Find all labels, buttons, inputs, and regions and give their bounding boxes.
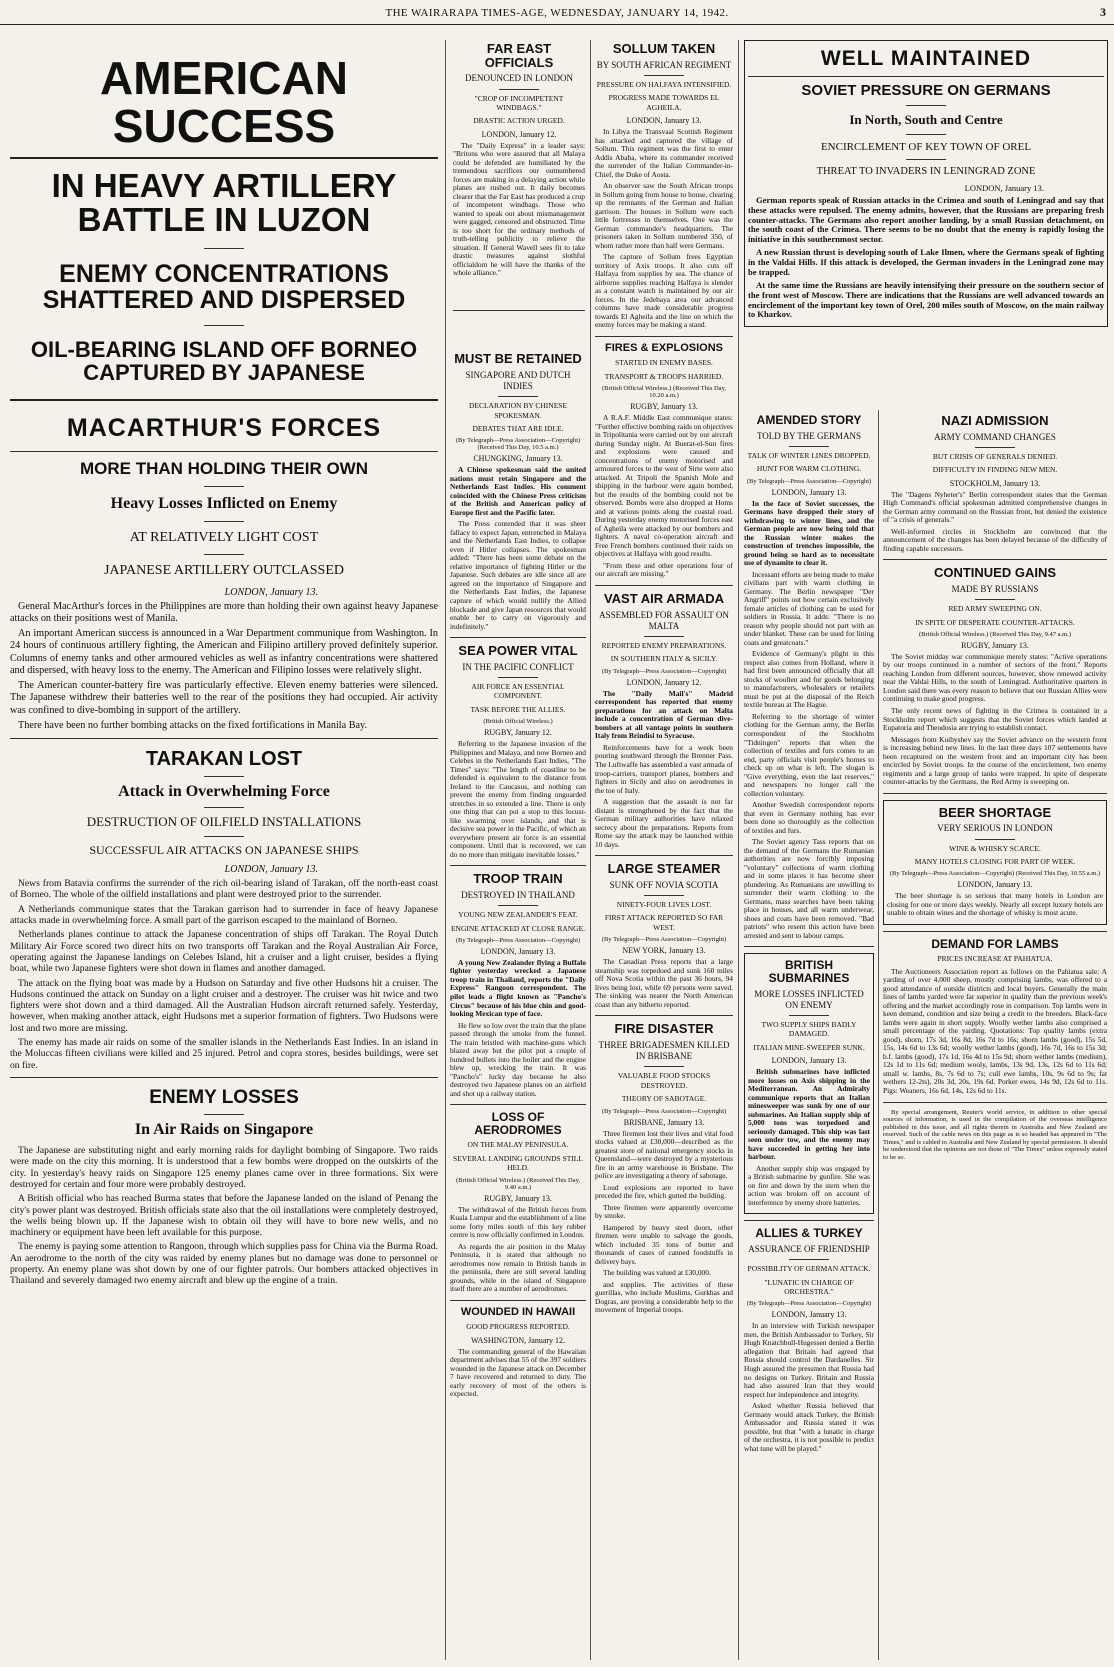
credit-line: (British Official Wireless.) (Received This Day, 9.47 a.m.) (918, 630, 1072, 638)
article-subhead: ASSURANCE OF FRIENDSHIP (748, 1244, 870, 1255)
article-aerodromes (450, 1111, 586, 1293)
article-subhead: MANY HOTELS CLOSING FOR PART OF WEEK. (914, 856, 1076, 866)
paragraph: The capture of Sollum frees Egyptian territory of Axis troops. It also cuts off Halfaya from supplies by sea. The chance of airborne supplies reaching Halfaya is slender as a constant watch is maintained by our air forces. In the Jedebaya area our advanced columns have made considerable progress towards El Agheila and the line on which the enemy forces may be making a stand. (595, 252, 733, 330)
article-subhead: MORE LOSSES INFLICTED ON ENEMY (754, 988, 864, 1010)
paragraph: A new Russian thrust is developing south of Lake Ilmen, where the Germans speak of fighting in the Valdai Hills. If this attack is developed, the German invaders in the Leningrad zone may be trapped. (748, 247, 1104, 277)
article-subhead: DESTROYED IN THAILAND (461, 889, 575, 900)
article-enemy-losses (10, 1088, 438, 1287)
paragraph: The commanding general of the Hawaiian department advises that 55 of the 397 soldiers wounded in the Japanese attack on December 7 have recovered and returned to duty. The early recovery of most of the others is expected. (450, 1346, 586, 1399)
article-subhead: VALUABLE FOOD STOCKS DESTROYED. (617, 1071, 711, 1090)
article-subhead: TASK BEFORE THE ALLIES. (470, 704, 566, 714)
article-headline: CONTINUED GAINS (933, 565, 1057, 581)
paragraph: British submarines have inflicted more losses on Axis shipping in the Mediterranean. An Admiralty communique reports that an Italian minesweeper was sunk by one of our submarines. An Italian supply ship of 5,000 tons was torpedoed and seriously damaged. This ship was last seen under tow, and the enemy may have succeeded in getting her into harbour. (748, 1067, 870, 1162)
article-subhead: FIRST ATTACK REPORTED SO FAR WEST. (604, 913, 724, 932)
credit-line: (By Telegraph—Press Association—Copyright) (601, 936, 727, 944)
paragraph: The Auctioneers Association report as follows on the Pahiatua sale: A yarding of over 4,000 sheep, mostly comprising lambs, was offered to a good attendance of outside districts and local buyers. Generally the main lines of lambs yarded were far superior in quality than the previous week's offering and the market accordingly rose in comparison. Top lambs were in keen demand, condition and size being a credit to the breeders. Black-face lambs were again in short supply. Woolly wether lambs also comprised a small percentage of the yarding. Quotations: Top quality lambs (extra good), shorn, 17s 3d, 16s 8d, 16s 7d to 16s; shorn lambs (good), 15s 5d, 15s, 14s 6d to 13s 6d; woolly wether lambs (good), 16s 7d, 16s to 15s 3d; b.f. lambs (good), 17s 1d, 16s 4d to 15s 9d; shorn wether lambs (medium), 12s 1d to 11s 6d; medium wooly, lambs, 13s 9d, 13s, 12s 6d to 11s 6d; small w. lambs, 8s, 7s 6d to 7s; cull ewe lambs, 10s, 9s 6d to 9s; fat wethers 12-2ts), 20s 3d, 20s, 19s 6d. Porker ewes, 14s 9d, 12s 6d to 11s. Pigs: Weaners, 16s 6d, 14s, 12s 6d to 11s. (883, 966, 1107, 1095)
dateline: LONDON, January 13. (626, 116, 702, 126)
credit-line: (British Official Wireless.) (483, 718, 553, 726)
article-headline: ENEMY LOSSES (149, 1087, 299, 1108)
paragraph: Another Swedish correspondent reports that even in Germany nothing has ever been done so thoroughly as the collection of textiles and furs. (744, 800, 874, 835)
dateline: LONDON, January 12. (626, 677, 702, 687)
paragraph: Another supply ship was engaged by a British submarine by gunfire. She was on fire and down by the stern when the action was broken off on account of interference by enemy shore batteries. (748, 1163, 870, 1207)
paragraph: The "Daily Express" in a leader says: "Britons who were assured that all Malaya could be defended are humiliated by the tremendous sacrifices our outnumbered forces are making in a delaying action while planes are rushed out. It daily becomes clearer that the Far East has produced a crop of incompetent windbags. Those who wanted to speak out about mismanagement were gagged, censored and obstructed. Time is too short for the ordinary methods of truth-telling publicity to relieve the situation. If General Wavell sees fit to take drastic measures against slothful officialdom he will have the thanks of the whole alliance." (453, 140, 585, 278)
paragraph: The "Daily Mail's" Madrid correspondent has reported that enemy preparations for an attack on Malta include a concentration of German dive-bombers at all vantage points in southern Italy from Brindisi to Syracuse. (595, 688, 733, 741)
column-rule (738, 40, 739, 1660)
article-subhead: HUNT FOR WARM CLOTHING. (756, 464, 862, 474)
lead-headline: AMERICAN SUCCESS (100, 52, 348, 153)
paragraph: Three firemen were apparently overcome by smoke. (595, 1202, 733, 1221)
article-subhead: ENCIRCLEMENT OF KEY TOWN OF OREL (820, 140, 1032, 153)
article-subhead: AT RELATIVELY LIGHT COST (129, 529, 319, 545)
paragraph: As regards the air position in the Malay Peninsula, it is stated that although no aerodromes now remain in British hands in the peninsula, there are still several landing grounds, while in the island of Singapore itself there are a number of aerodromes. (450, 1241, 586, 1294)
paragraph: Asked whether Russia believed that Germany would attack Turkey, the British Ambassador and Russia stated it was possible, but that "with a lunatic in charge of the orchestra, it is not possible to predict what tune will be played." (744, 1401, 874, 1453)
article-subhead: BUT CRISIS OF GENERALS DENIED. (932, 451, 1058, 461)
paragraph: A young New Zealander flying a Buffalo fighter yesterday wrecked a Japanese troop train in Thailand, reports the "Daily Express" Rangoon correspondent. The pilot leads a flight known as "Pancho's Circus" because of his blue chin and good-looking Mexican type of face. (450, 957, 586, 1019)
article-headline: WOUNDED IN HAWAII (460, 1305, 576, 1318)
masthead-title: THE WAIRARAPA TIMES-AGE, WEDNESDAY, JANUARY 14, 1942. (385, 7, 729, 19)
credit-line: (British Official Wireless.) (Received This Day, 9.40 a.m.) (455, 1176, 581, 1191)
column-5-right (883, 412, 1107, 1660)
paragraph: An important American success is announced in a War Department communique from Washington. In 24 hours of continuous artillery fighting, the American and Filipino artillery proved definitely superior. Columns of enemy tanks and other armoured vehicles as well as infantry concentrations were shattered and dispersed, with heavy loss to the enemy. The American and Filipino losses were relatively slight. (10, 628, 438, 676)
article-subhead: BY SOUTH AFRICAN REGIMENT (596, 59, 732, 70)
paragraph: At the same time the Russians are heavily intensifying their pressure on the southern sector of the front west of Moscow. There are indications that the Russians are well advanced towards an encirclement of the important key town of Orel, 200 miles south of Moscow, on the main railway to Kharkov. (748, 279, 1104, 320)
masthead (0, 0, 1114, 25)
article-subhead: DESTRUCTION OF OILFIELD INSTALLATIONS (86, 814, 362, 829)
paragraph: German reports speak of Russian attacks in the Crimea and south of Leningrad and say that these attacks were repulsed. The enemy admits, however, that the Russians are preparing fresh counter-attacks. The Germans also report another landing, by a small Russian detachment, on the south coast of the Crimea. There seems to be no doubt that the enemy is rapidly losing the initiative in this southernmost sector. (748, 194, 1104, 245)
paragraph: The withdrawal of the British forces from Kuala Lumpur and the establishment of a line some forty miles south of this key rubber centre is now officially confirmed in London. (450, 1204, 586, 1240)
article-subhead: SUNK OFF NOVIA SCOTIA (609, 879, 719, 890)
article-headline: SOLLUM TAKEN (612, 41, 716, 56)
column-2-lower (450, 350, 586, 1660)
credit-line: (By Telegraph—Press Association—Copyright) (601, 667, 727, 675)
article-subhead: VERY SERIOUS IN LONDON (937, 823, 1053, 834)
dateline: LONDON, January 13. (224, 586, 318, 598)
paragraph: Referring to the shortage of winter clothing for the German army, the Berlin correspondent of the Stockholm "Tidningen" reports that when the collection of textiles and furs comes to an end, party officials visit people's homes to check up on what is left. The slogan is "Give everything, even the last reserves," and newspapers no longer call the collection voluntary. (744, 711, 874, 798)
article-subhead: SINGAPORE AND DUTCH INDIES (465, 369, 571, 391)
article-headline: BEER SHORTAGE (938, 804, 1052, 820)
spacer (453, 310, 585, 347)
dateline: LONDON, January 13. (771, 487, 847, 497)
lead-subhead: IN HEAVY ARTILLERY BATTLE IN LUZON (51, 166, 397, 239)
article-subhead: POSSIBILITY OF GERMAN ATTACK. (747, 1264, 871, 1274)
article-subhead: ASSEMBLED FOR ASSAULT ON MALTA (599, 609, 729, 631)
article-subhead: RED ARMY SWEEPING ON. (948, 604, 1042, 614)
article-headline: FIRE DISASTER (614, 1021, 714, 1037)
paragraph: Incessant efforts are being made to make civilians part with warm clothing in Germany. The Berlin newspaper "Der Angriff" points out how certain exclusively female articles of clothing can be used for soldiers in Russia. It adds: "There is no reason why people should not part with an under blanket. These can be used for lining coats and greatcoats." (744, 569, 874, 647)
paragraph: Messages from Kuibyshev say the Soviet advance on the western front is increasing behind new lines. In the last three days 107 settlements have been recaptured on the western front and an important city has been encircled by Soviet troops. In the course of the encirclement, two enemy regiments and a large group of tanks were trapped. In spite of desperate counter-attacks by the Germans, the Red Army is sweeping on. (883, 734, 1107, 787)
paragraph: In the face of Soviet successes, the Germans have dropped their story of withdrawing to winter lines, and the German people are now being told that the Russian winter makes the construction of trenches impossible, the ground being so hard as to necessitate use of dynamite to clear it. (744, 498, 874, 568)
column-rule (590, 40, 591, 1660)
paragraph: The enemy has made air raids on some of the smaller islands in the Netherlands East Indies. In an island in the Moluccas fifteen civilians were killed and 25 injured. Petrol and copra stores, besides buildings, were set on fire. (10, 1037, 438, 1071)
article-vast-air-armada (595, 592, 733, 849)
paragraph: An observer saw the South African troops in Sollum going from house to house, clearing up the remnants of the German and Italian garrison. The houses in Sollum were each little fortresses in themselves. One was the German commander's headquarters. The prisoners taken in Sollum numbered 350, of whom rather more than half were Germans. (595, 181, 733, 250)
article-subhead: ENGINE ATTACKED AT CLOSE RANGE. (450, 923, 586, 933)
article-subhead: TALK OF WINTER LINES DROPPED. (747, 450, 871, 460)
paragraph: A Chinese spokesman said the united nations must retain Singapore and the Netherlands East Indies. His comment coincided with the Chinese Press criticism of the British and American policy of Europe first and the Pacific later. (450, 465, 586, 517)
article-subhead: IN SPITE OF DESPERATE COUNTER-ATTACKS. (915, 617, 1075, 627)
article-headline: WELL MAINTAINED (820, 47, 1032, 70)
paragraph: Reinforcements have for a week been pouring southward through the Brenner Pass. The Luftwaffe has assembled a vast armada of troop-carriers, transport planes, bombers and fighters in Sicily and also on aerodromes in the toe of Italy. (595, 742, 733, 795)
dateline: LONDON, January 12. (481, 129, 557, 139)
article-headline: VAST AIR ARMADA (603, 590, 725, 606)
article-subhead: STARTED IN ENEMY BASES. (615, 358, 713, 368)
article-headline: TARAKAN LOST (145, 748, 303, 770)
paragraph: A British official who has reached Burma states that before the Japanese landed on the island of Penang the city's power plant was destroyed. British officials state also that the oil installations were completely destroyed, the wells being blown up. If the Japanese wish to obtain oil they will have to bore new wells, and no machinery or equipment have been left available for this purpose. (10, 1193, 438, 1239)
reuters-note: By special arrangement, Reuter's world service, in addition to other special sources of information, is used in the compilation of the overseas intelligence published in this issue, and all rights therein in Australia and New Zealand are reserved. Such of the cable news on this page as is so headed has appeared in "The Times," and is cabled to Australia and New Zealand by special permission. It should be understood that the opinions are not those of "The Times" unless expressly stated to be so. (883, 1108, 1107, 1161)
article-subhead: SEVERAL LANDING GROUNDS STILL HELD. (453, 1153, 583, 1173)
paragraph: Loud explosions are reported to have preceded the fire, which gutted the building. (595, 1182, 733, 1201)
article-subhead: THEORY OF SABOTAGE. (621, 1094, 707, 1104)
article-headline: BRITISH SUBMARINES (768, 958, 850, 985)
column-rule (445, 40, 446, 1660)
article-headline: LOSS OF AERODROMES (474, 1110, 562, 1137)
paragraph: A suggestion that the assault is not far distant is strengthened by the fact that the German military authorities have relaxed secrecy about the preparations. Reports from Rome say the attack may be launched within 10 days. (595, 797, 733, 849)
article-allies-turkey (744, 1227, 874, 1453)
article-violent-attack (595, 42, 733, 330)
dateline: LONDON, January 13. (771, 1310, 847, 1320)
article-subhead: AIR FORCE AN ESSENTIAL COMPONENT. (471, 681, 565, 701)
paragraph: He flew so low over the train that the plane passed through the smoke from the funnel. The train bristled with machine-guns which blazed away but the pilot put a couple of hundred bullets into the boiler and the engine blew up, wrecking the train. It was "Pancho's" lucky day because he also destroyed two Japanese planes on an airfield and shot up a railway station. (450, 1020, 586, 1098)
dateline: LONDON, January 13. (957, 880, 1033, 890)
dateline: BRISBANE, January 13. (623, 1117, 705, 1127)
paragraph: News from Batavia confirms the surrender of the rich oil-bearing island of Tarakan, off the north-east coast of Borneo. The whole of the oilfield installations and plant were destroyed prior to the surrender. (10, 878, 438, 901)
paragraph: The enemy is paying some attention to Rangoon, through which supplies pass for China via the Burma Road. An aerodrome to the north of the city was raided by enemy planes but no damage was done to personnel or property. An enemy plane was shot down by one of our fighter patrols. Our bombers attacked objectives in Thailand and severely damaged two enemy aircraft and blew up the engine of a train. (10, 1241, 438, 1287)
article-subhead: THREAT TO INVADERS IN LENINGRAD ZONE (816, 165, 1036, 177)
paragraph: A R.A.F. Middle East communique states: "Further effective bombing raids on objectives in Tripolitania were carried out by our aircraft during Sunday night. At Buerat-el-Sun fires and explosions were caused and concentrations of enemy motorised and armoured forces to the west of Sirte were also attacked. At Tripoli the Spanish Mole and shipping in the harbour were again bombed, but the results of the bombing could not be observed. Bombs were also dropped at Homs and at various points along the coastal road. During yesterday enemy motorised forces east of Agheila were attacked by our bombers and fighters. A naval co-operation aircraft and Free French bombers continued their raids on objectives at Halfaya with good results. (595, 413, 733, 559)
credit-line: (By Telegraph—Press Association—Copyright) (746, 477, 872, 485)
credit-line: (By Telegraph—Press Association—Copyright) (601, 1107, 727, 1115)
paragraph: The Press contended that it was sheer fallacy to expect Japan, entrenched in Malaya and the Netherlands East Indies, to collapse even if Hitler collapses. The spokesman added: "There has been some debate on the relative importance of fighting Hitler or the Japanese. Such debates are idle since all are agreed on the importance of Singapore and the Netherlands East Indies, the Japanese capture of which would nullify the Allied blockade and give Japan resources that would enable her to carry on vigorously and indefinitely." (450, 519, 586, 631)
article-subhead: IN SOUTHERN ITALY & SICILY. (610, 654, 718, 664)
column-5-left (744, 412, 874, 1660)
article-amended-story (744, 414, 874, 940)
article-subhead: DENOUNCED IN LONDON (465, 73, 573, 84)
article-macarthur (10, 415, 438, 732)
article-subhead: TRANSPORT & TROOPS HARRIED. (604, 371, 724, 381)
paragraph: The beer shortage is so serious that many hotels in London are closing for one or more days weekly. Nearly all except luxury hotels are unable to obtain wines and the shortage of whisky is most acute. (887, 891, 1103, 918)
article-well-maintained (744, 40, 1108, 327)
article-nazi-admission (883, 414, 1107, 553)
dateline: LONDON, January 13. (480, 946, 556, 956)
article-continued-gains (883, 566, 1107, 786)
article-headline: DEMAND FOR LAMBS (931, 936, 1059, 951)
paragraph: In Libya the Transvaal Scottish Regiment has attacked and captured the village of Sollum. This regiment was the first to enter Addis Ababa, where its commander received the surrender of the Italian Commander-in-Chief, the Duke of Aosta. (595, 127, 733, 179)
article-subhead: MADE BY RUSSIANS (951, 583, 1039, 594)
article-headline: NAZI ADMISSION (941, 413, 1049, 428)
article-fires (595, 343, 733, 579)
paragraph: Three firemen lost their lives and vital food stocks valued at £30,000—described as the greatest store of national emergency stocks in Queensland—were destroyed by a mysterious fire in an army warehouse in Brisbane. The police are investigating a theory of sabotage. (595, 1128, 733, 1181)
article-subhead: JAPANESE ARTILLERY OUTCLASSED (103, 562, 345, 578)
article-headline: MACARTHUR'S FORCES (66, 413, 382, 442)
article-subhead: ITALIAN MINE-SWEEPER SUNK. (753, 1042, 865, 1052)
paragraph: "From these and other operations four of our aircraft are missing." (595, 560, 733, 579)
article-subhead: TOLD BY THE GERMANS (756, 430, 862, 441)
article-subhead: Heavy Losses Inflicted on Enemy (110, 494, 338, 512)
article-subhead: PRESSURE ON HALFAYA INTENSIFIED. (596, 79, 732, 89)
article-subhead: In North, South and Centre (849, 111, 1003, 127)
article-subhead: MORE THAN HOLDING THEIR OWN (79, 458, 369, 478)
article-subhead: NINETY-FOUR LIVES LOST. (616, 900, 712, 910)
dateline: NEW YORK, January 13. (622, 946, 706, 956)
article-headline: FAR EAST OFFICIALS (484, 41, 554, 70)
article-large-steamer (595, 862, 733, 1009)
article-subhead: SUCCESSFUL AIR ATTACKS ON JAPANESE SHIPS (89, 843, 359, 857)
dateline: RUGBY, January 13. (484, 1193, 552, 1203)
paragraph: and supplies. The activities of these guerillas, who include Muslims, Gurkhas and Dogras, are proving a considerable help to the movement of Imperial troops. (595, 1279, 733, 1315)
credit-line: (By Telegraph—Press Association—Copyright) (Received This Day, 10.5 a.m.) (455, 437, 581, 452)
article-subhead: SOVIET PRESSURE ON GERMANS (801, 82, 1051, 100)
credit-line: (British Official Wireless.) (Received This Day, 10.20 a.m.) (601, 385, 727, 400)
article-subhead: PROGRESS MADE TOWARDS EL AGHEILA. (608, 93, 720, 112)
article-subhead: DRASTIC ACTION URGED. (473, 116, 565, 126)
paragraph: The Japanese are substituting night and early morning raids for daylight bombing of Singapore. Two raids were made on the city this morning. It is understood that a few bombs were dropped on the outskirts of the city. In yesterday's heavy raids on Singapore 125 enemy planes came over in three formations. Six were destroyed for certain and four more were probably destroyed. (10, 1144, 438, 1190)
paragraph: The "Dagens Nyheter's" Berlin correspondent states that the German High Command's official spokesman admitted comprehensive changes in the German army command on the Russian front, but denied the existence of "a crisis of generals." (883, 489, 1107, 525)
article-subhead: TWO SUPPLY SHIPS BADLY DAMAGED. (761, 1020, 857, 1039)
credit-line: (By Telegraph—Press Association—Copyright) (746, 1300, 872, 1308)
dateline: RUGBY, January 12. (484, 728, 552, 738)
dateline: LONDON, January 13. (771, 1056, 847, 1066)
column-5-top (744, 40, 1108, 412)
lead-deck-2: OIL-BEARING ISLAND OFF BORNEO CAPTURED BY JAPANESE (30, 337, 418, 386)
article-headline: MUST BE RETAINED (454, 351, 582, 366)
paragraph: The building was valued at £30,000. (603, 1268, 711, 1278)
paragraph: The American counter-battery fire was particularly effective. Eleven enemy batteries were silenced. The Japanese withdrew their batteries well to the rear of the positions they had occupied. Air activity was confined to dive-bombing in support of the artillery. (10, 680, 438, 716)
article-headline: LARGE STEAMER (607, 861, 721, 877)
paragraph: General MacArthur's forces in the Philippines are more than holding their own against heavy Japanese attacks on their positions west of Manila. (10, 600, 438, 624)
article-subhead: PRICES INCREASE AT PAHIATUA. (937, 954, 1053, 964)
paragraph: The only recent news of fighting in the Crimea is contained in a Stockholm report which suggests that the Soviet forces which landed at Eupatoria and Theodosia are trying to establish contact. (883, 705, 1107, 733)
article-troop-train (450, 872, 586, 1098)
dateline: RUGBY, January 13. (630, 402, 698, 412)
article-british-submarines (744, 953, 874, 1214)
paragraph: Referring to the Japanese invasion of the Philippines and Malaya, and now Borneo and Celebes in the Netherlands East Indies, "The Times" says: "The length of coastline to be defended is equivalent to the distance from Ireland to the Caucasus, and nothing can prevent the enemy from finding unguarded stretches in so extended a line. There is only one thing that can put a stop to this locust-like swarming over islands, and that is decisive sea power in the Pacific, of which an everywhere present air force is an essential component. Until that is recovered, we can do no more than mitigate inevitable losses." (450, 739, 586, 859)
paragraph: The Soviet agency Tass reports that on the demand of the Germans the Rumanian authorities are now forcibly imposing "voluntary" collections of warm clothing and in some places it has become sheer plundering. As Rumanians are unwilling to surrender their warm clothing to the Germans, mass searches have been taking place in houses, and all warm underwear, shoes and coats have been removed. "Bad patriots" who resent this action have been arrested and sent to labour camps. (744, 837, 874, 940)
article-subhead: DECLARATION BY CHINESE SPOKESMAN. (468, 401, 568, 420)
dateline: LONDON, January 13. (224, 864, 318, 875)
article-subhead: Attack in Overwhelming Force (118, 783, 330, 800)
article-headline: TROOP TRAIN (473, 871, 563, 887)
dateline: WASHINGTON, January 12. (470, 1335, 566, 1345)
dateline: LONDON, January 13. (964, 182, 1044, 193)
paragraph: Hampered by heavy steel doors, other firemen were unable to salvage the goods, which included 35 tons of butter and thousands of cases of canned foodstuffs in delivery bays. (595, 1222, 733, 1266)
dateline: STOCKHOLM, January 13. (949, 478, 1041, 488)
article-tarakan (10, 749, 438, 1071)
column-3-top-far-east (453, 40, 585, 350)
article-subhead: DIFFICULTY IN FINDING NEW MEN. (932, 465, 1058, 475)
column-3 (595, 40, 733, 1660)
article-headline: FIRES & EXPLOSIONS (605, 341, 723, 354)
lead-column (10, 40, 438, 1660)
paragraph: In an interview with Turkish newspaper men, the British Ambassador to Turkey, Sir Hugh Knatchbull-Hugessen denied a Berlin allegation that Britain had agreed that Russia should control the Dardanelles. Sir Hugh assured the pressmen that Russia had no designs on Turkey. Britain and Russia had also assured Iran that they would respect her independence and integrity. (744, 1321, 874, 1399)
article-headline: ALLIES & TURKEY (755, 1226, 863, 1241)
article-headline: AMENDED STORY (756, 413, 862, 427)
paragraph: The attack on the flying boat was made by a Hudson on Saturday and five other Hudsons hit a cruiser. The Hudsons continued the attack on Sunday on a light cruiser and a destroyer. The cruiser was hit twice and two fighters were shot down and a third damaged. All the Australian Hudson aircraft returned safely. Yesterday, however, when making another attack, eight Hudsons met a superior formation of fighters. Two Hudsons were lost and two more are missing. (10, 977, 438, 1034)
article-subhead: WINE & WHISKY SCARCE. (949, 843, 1041, 853)
paragraph: Well-informed circles in Stockholm are convinced that the announcement of the changes has been delayed because of the difficulty of finding capable successors. (883, 526, 1107, 553)
article-subhead: THREE BRIGADESMEN KILLED IN BRISBANE (598, 1039, 730, 1062)
paragraph: The Canadian Press reports that a large steamship was torpedoed and sunk 160 miles off Nova Scotia within the past 36 hours, 94 lives being lost, while 69 persons were saved. The sinking was nearer the North American coast than any hitherto reported. (595, 957, 733, 1009)
article-subhead: "CROP OF INCOMPETENT WINDBAGS." (474, 93, 564, 112)
page-number: 3 (1100, 5, 1106, 19)
dateline: RUGBY, January 13. (961, 640, 1029, 650)
paragraph: There have been no further bombing attacks on the fixed fortifications in Manila Bay. (18, 719, 367, 731)
article-subhead: ON THE MALAY PENINSULA. (467, 1140, 569, 1150)
article-subhead: ARMY COMMAND CHANGES (934, 431, 1056, 442)
article-sea-power (450, 644, 586, 859)
article-subhead: IN THE PACIFIC CONFLICT (462, 661, 574, 672)
article-must-be-retained (450, 352, 586, 631)
article-subhead: REPORTED ENEMY PREPARATIONS. (601, 641, 727, 651)
credit-line: (By Telegraph—Press Association—Copyright) (Received This Day, 10.55 a.m.) (889, 870, 1101, 878)
paragraph: Evidence of Germany's plight in this respect also comes from Holland, where it had first been announced officially that all stocks of woollen and fur goods belonging to manufacturers, wholesalers or retailers must be put at the disposal of the Reich textile bureau at The Hague. (744, 649, 874, 710)
paragraph: A Netherlands communique states that the Tarakan garrison had to surrender in face of heavy Japanese attacks made in overwhelming force. A small part of the garrison escaped to the mainland of Borneo. (10, 903, 438, 926)
article-subhead: DEBATES THAT ARE IDLE. (472, 423, 564, 433)
article-demand-for-lambs (883, 938, 1107, 1162)
article-subhead: In Air Raids on Singapore (134, 1120, 314, 1138)
paragraph: Netherlands planes continue to attack the Japanese concentration of ships off Tarakan. The Royal Dutch Military Air Force scored two direct hits on two transports off Tarakan and the Royal Australian Air Force, operating against the Japanese landings on Celebes Island, hit a cruiser and a light cruiser, besides a flying boat, while two Japanese fighters were shot down in flames and another damaged. (10, 929, 438, 975)
article-fire-disaster (595, 1022, 733, 1315)
column-rule (878, 410, 879, 1660)
article-headline: SEA POWER VITAL (458, 643, 578, 659)
article-subhead: GOOD PROGRESS REPORTED. (466, 1322, 570, 1332)
article-subhead: YOUNG NEW ZEALANDER'S FEAT. (458, 910, 578, 920)
paragraph: The Soviet midday war communique merely states: "Active operations by our troops continued in a number of sectors of the front." Reports reaching London from different sources, however, show renewed activity near the Valdai Hills, to the south of Leningrad. Authoritative quarters in London said there was every reason to believe that our Russian Allies were continuing to make good progress. (883, 651, 1107, 704)
dateline: CHUNGKING, January 13. (473, 454, 563, 464)
article-subhead: "LUNATIC IN CHARGE OF ORCHESTRA." (764, 1277, 854, 1297)
lead-deck: ENEMY CONCENTRATIONS SHATTERED AND DISPERSED (42, 259, 406, 315)
credit-line: (By Telegraph—Press Association—Copyright) (455, 936, 581, 944)
article-hawaii (450, 1307, 586, 1399)
article-beer-shortage (883, 800, 1107, 925)
